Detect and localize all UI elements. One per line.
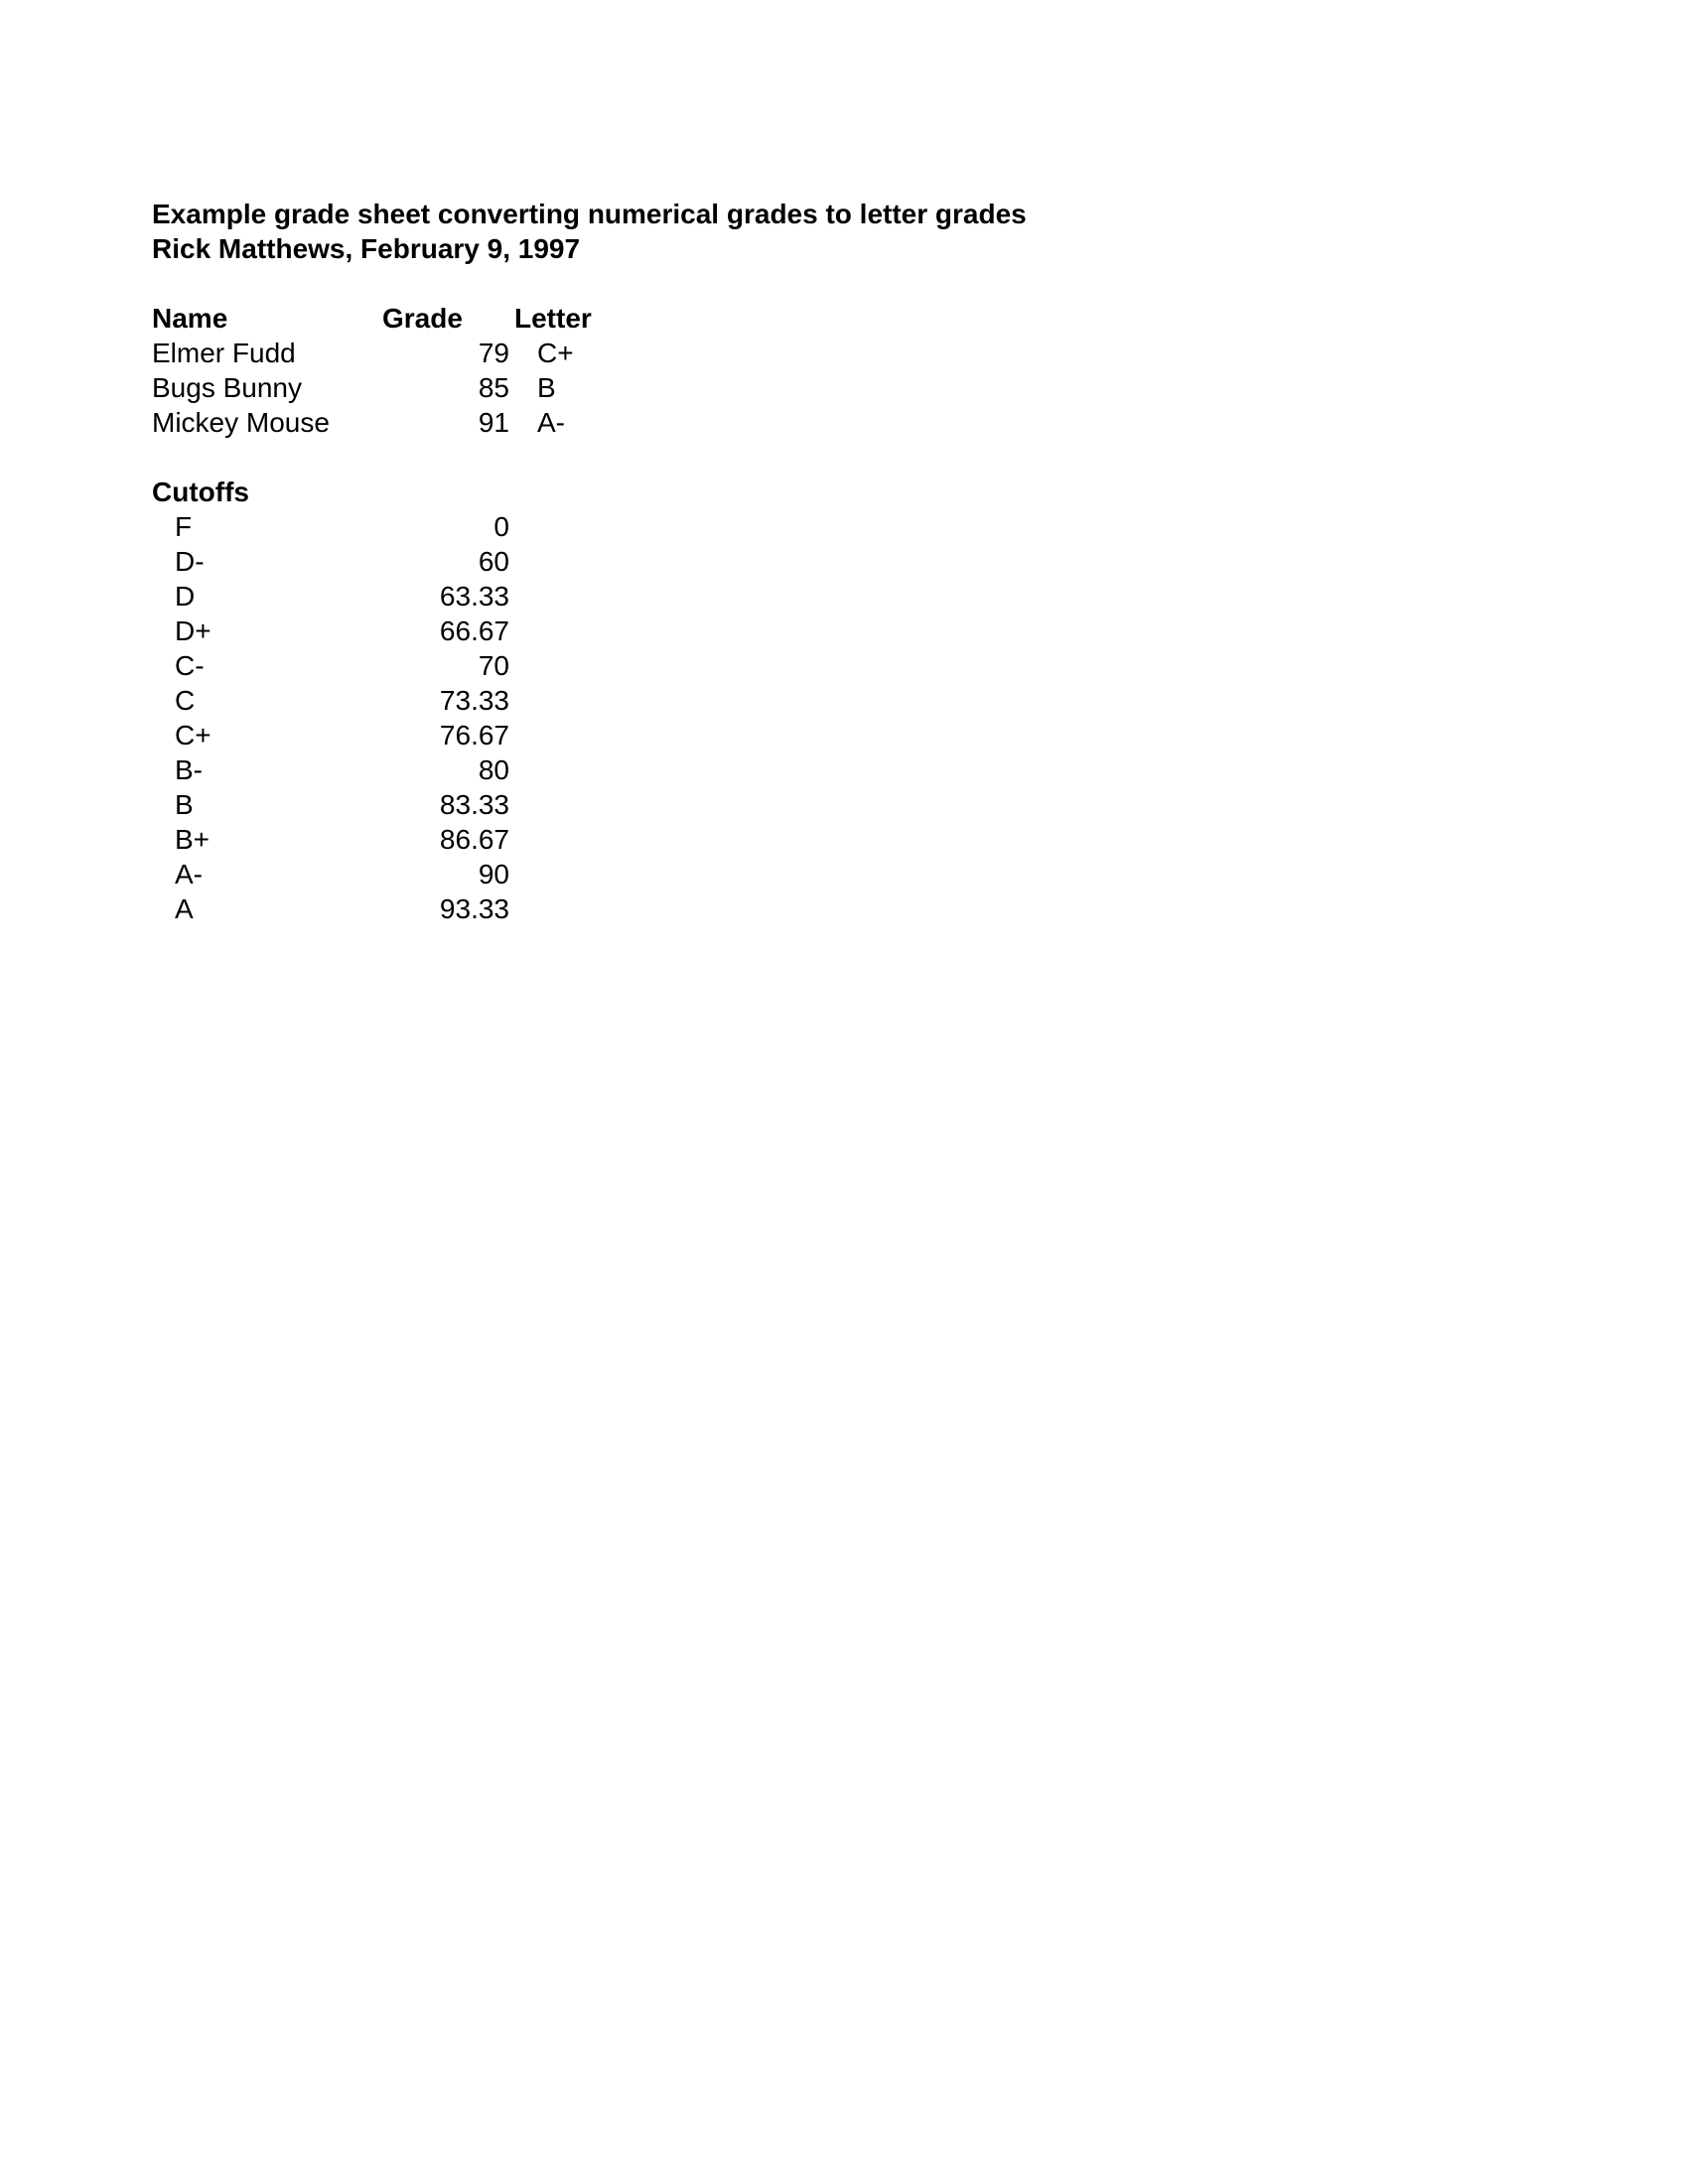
cutoffs-heading: Cutoffs <box>152 477 249 507</box>
cutoff-value: 73.33 <box>439 685 509 716</box>
cutoff-row <box>152 544 1542 579</box>
cutoff-letter: B <box>175 789 194 820</box>
cutoff-letter: B+ <box>175 824 211 855</box>
student-row <box>152 405 1542 440</box>
spacer <box>152 440 1542 475</box>
cutoff-row <box>152 822 1542 857</box>
cutoff-row <box>152 857 1542 891</box>
sheet-title: Example grade sheet converting numerical grades to letter grades <box>152 199 1027 229</box>
cutoff-value: 60 <box>478 546 509 577</box>
cutoff-value: 83.33 <box>439 789 509 820</box>
student-grade: 79 <box>478 338 509 368</box>
cutoff-letter: F <box>175 511 193 542</box>
student-name: Mickey Mouse <box>152 407 330 438</box>
author-line: Rick Matthews, February 9, 1997 <box>152 233 581 264</box>
student-row <box>152 336 1542 370</box>
student-letter: C+ <box>537 338 574 368</box>
cutoff-letter: D- <box>175 546 205 577</box>
header-name: Name <box>152 303 228 334</box>
student-letter: A- <box>537 407 565 438</box>
cutoff-letter: D+ <box>175 615 211 646</box>
cutoff-letter: C- <box>175 650 205 681</box>
cutoff-letter: C <box>175 685 196 716</box>
cutoff-row <box>152 752 1542 787</box>
grade-sheet <box>152 197 1542 926</box>
cutoff-letter: A <box>175 893 194 924</box>
cutoff-value: 80 <box>478 754 509 785</box>
cutoff-value: 0 <box>493 511 509 542</box>
cutoff-row <box>152 891 1542 926</box>
cutoff-value: 76.67 <box>439 720 509 751</box>
cutoff-row <box>152 509 1542 544</box>
student-grade: 85 <box>478 372 509 403</box>
cutoff-value: 70 <box>478 650 509 681</box>
cutoff-letter: C+ <box>175 720 211 751</box>
cutoff-row <box>152 683 1542 718</box>
student-name: Bugs Bunny <box>152 372 302 403</box>
cutoff-value: 90 <box>478 859 509 889</box>
cutoff-letter: B- <box>175 754 203 785</box>
cutoff-row <box>152 648 1542 683</box>
cutoff-value: 86.67 <box>439 824 509 855</box>
spacer <box>152 266 1542 301</box>
header-letter: Letter <box>514 303 592 334</box>
cutoff-row <box>152 718 1542 752</box>
students-header-row <box>152 301 1542 336</box>
cutoff-row <box>152 787 1542 822</box>
student-letter: B <box>537 372 556 403</box>
cutoff-value: 93.33 <box>439 893 509 924</box>
cutoffs-heading-row <box>152 475 1542 509</box>
cutoff-letter: A- <box>175 859 203 889</box>
student-grade: 91 <box>478 407 509 438</box>
cutoff-row <box>152 579 1542 614</box>
student-name: Elmer Fudd <box>152 338 296 368</box>
cutoff-value: 66.67 <box>439 615 509 646</box>
header-grade: Grade <box>382 303 463 334</box>
cutoff-value: 63.33 <box>439 581 509 612</box>
cutoff-letter: D <box>175 581 196 612</box>
cutoff-row <box>152 614 1542 648</box>
student-row <box>152 370 1542 405</box>
